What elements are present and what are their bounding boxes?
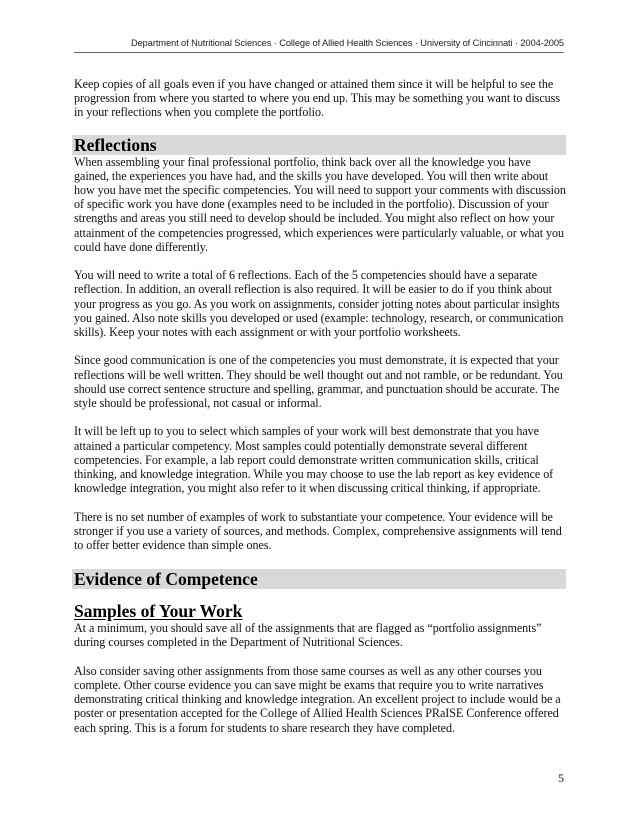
reflections-paragraph-4: It will be left up to you to select which samples of your work will best demonstrate that you have attained a particular competency. Most samples could potentially demonstrate several different competencies. For example, a lab report could demonstrate written communication skills, critical thinking, and knowledge integration. While you may choose to use the lab report as key evidence of knowledge integration, you might also refer to it when discussing critical thinking, if appropriate. xyxy=(74,424,554,496)
subheading-samples: Samples of Your Work xyxy=(74,601,243,622)
reflections-paragraph-2: You will need to write a total of 6 reflections. Each of the 5 competencies should have a separate reflection. In addition, an overall reflection is also required. It will be easier to do if you think about your progress as you go. As you work on assignments, consider jotting notes about particular insights you gained. Also note skills you developed or used (example: technology, research, or communication skills). Keep your notes with each assignment or with your portfolio worksheets. xyxy=(74,268,564,340)
header-rule xyxy=(74,52,564,53)
page-content xyxy=(74,77,566,735)
reflections-body xyxy=(74,155,566,553)
intro-paragraph: Keep copies of all goals even if you have changed or attained them since it will be helpful to see the progression from where you started to where you end up. This may be something you want to discuss in your reflections when you complete the portfolio. xyxy=(74,77,560,120)
evidence-paragraph-1: At a minimum, you should save all of the assignments that are flagged as “portfolio assignments” during courses completed in the Department of Nutritional Sciences. xyxy=(74,621,542,650)
reflections-paragraph-3: Since good communication is one of the competencies you must demonstrate, it is expected that your reflections will be well written. They should be well thought out and not ramble, or be redundant. You should use correct sentence structure and spelling, grammar, and punctuation should be accurate. The style should be professional, not casual or informal. xyxy=(74,353,563,411)
reflections-paragraph-1: When assembling your final professional portfolio, think back over all the knowledge you have gained, the experiences you have had, and the skills you have developed. You will then write about how you have met the specific competencies. You will need to support your comments with discussion of specific work you have done (examples need to be included in the portfolio). Discussion of your strengths and areas you still need to develop should be included. You might also reflect on how your attainment of the competencies progressed, which experiences were particularly valuable, or what you could have done differently. xyxy=(74,154,566,254)
evidence-body xyxy=(74,621,566,735)
page-number: 5 xyxy=(558,771,564,785)
running-header: Department of Nutritional Sciences · College of Allied Health Sciences · University of Cincinnati · 2004-2005 xyxy=(131,38,564,48)
reflections-paragraph-5: There is no set number of examples of work to substantiate your competence. Your evidence will be stronger if you use a variety of sources, and methods. Complex, comprehensive assignments will tend to offer better evidence than simple ones. xyxy=(74,509,562,553)
evidence-paragraph-2: Also consider saving other assignments from those same courses as well as any other courses you complete. Other course evidence you can save might be exams that require you to write narratives demonstrating critical thinking and knowledge integration. An excellent project to include would be a poster or presentation accepted for the College of Allied Health Sciences PRaISE Conference offered each spring. This is a forum for students to share research they have completed. xyxy=(74,663,561,735)
section-heading-evidence: Evidence of Competence xyxy=(72,569,566,589)
section-heading-reflections: Reflections xyxy=(72,135,566,155)
